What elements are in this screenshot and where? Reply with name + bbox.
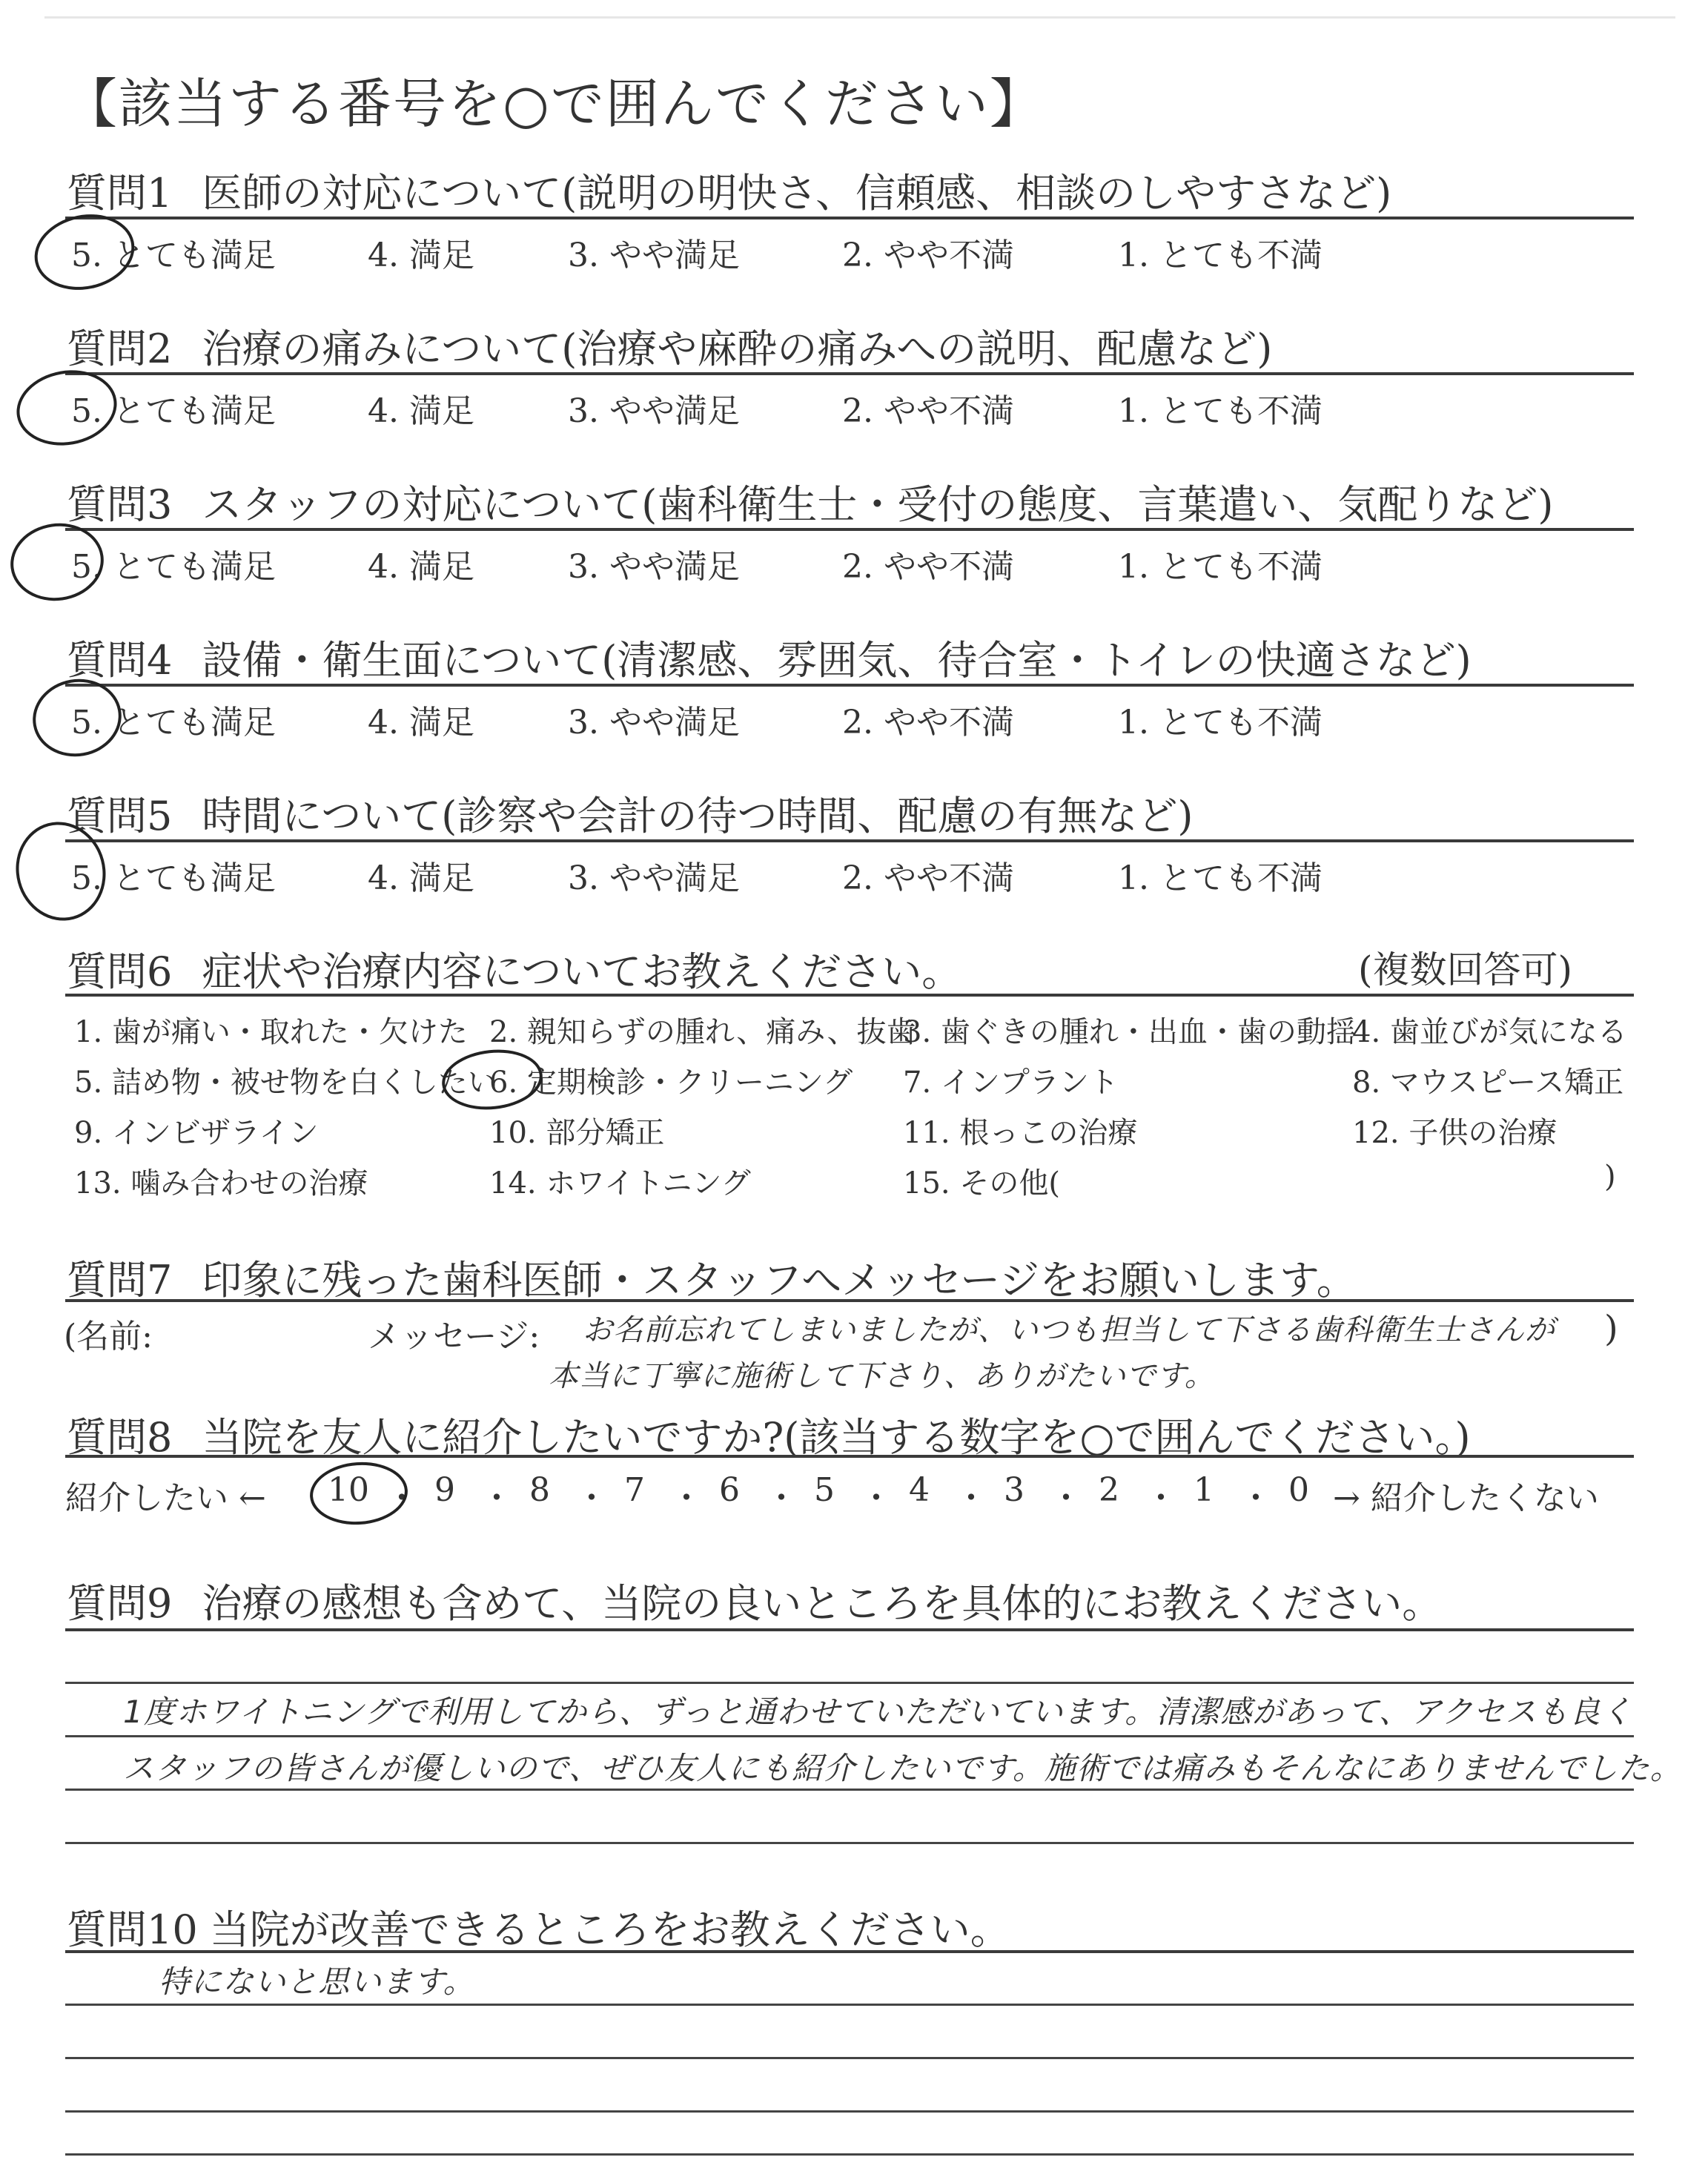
answer-line (65, 2153, 1634, 2156)
option-4[interactable]: 4. 満足 (368, 859, 474, 897)
symptom-15[interactable]: 15. その他( (903, 1166, 1060, 1200)
other-close-paren: ) (1604, 1160, 1616, 1194)
option-5[interactable]: 5. とても満足 (71, 237, 276, 274)
answer-line (65, 1842, 1634, 1844)
option-2[interactable]: 2. やや不満 (842, 237, 1014, 274)
question-title: 時間について(診察や会計の待つ時間、配慮の有無など) (202, 793, 1194, 839)
handwritten-message-line-1: お名前忘れてしまいましたが、いつも担当して下さる歯科衛生士さんが (583, 1313, 1555, 1347)
option-3[interactable]: 3. やや満足 (568, 859, 740, 897)
option-2[interactable]: 2. やや不満 (842, 859, 1014, 897)
divider (65, 217, 1634, 219)
option-5[interactable]: 5. とても満足 (71, 392, 276, 430)
symptom-11[interactable]: 11. 根っこの治療 (903, 1116, 1138, 1150)
question-1 (67, 162, 1391, 219)
question-number: 質問2 (67, 326, 173, 372)
question-6 (67, 940, 961, 997)
scale-sep: ・ (765, 1479, 798, 1517)
scale-3[interactable]: 3 (1004, 1471, 1025, 1509)
scale-sep: ・ (670, 1479, 703, 1517)
name-label: (名前: (64, 1318, 153, 1355)
scale-5[interactable]: 5 (814, 1471, 835, 1509)
hand-circle-mark (439, 1045, 546, 1114)
symptom-5[interactable]: 5. 詰め物・被せ物を白くしたい (74, 1066, 497, 1100)
scale-10[interactable]: 10 (328, 1471, 369, 1509)
question-10 (67, 1898, 1010, 1955)
question-number: 質問3 (67, 481, 173, 528)
option-1[interactable]: 1. とても不満 (1118, 548, 1323, 586)
symptom-2[interactable]: 2. 親知らずの腫れ、痛み、抜歯 (489, 1015, 916, 1049)
divider (65, 1455, 1634, 1458)
symptom-1[interactable]: 1. 歯が痛い・取れた・欠けた (74, 1015, 468, 1049)
symptom-9[interactable]: 9. インビザライン (74, 1116, 319, 1150)
symptom-3[interactable]: 3. 歯ぐきの腫れ・出血・歯の動揺 (903, 1015, 1356, 1049)
option-4[interactable]: 4. 満足 (368, 704, 474, 742)
question-number: 質問10 (67, 1906, 198, 1953)
option-4[interactable]: 4. 満足 (368, 237, 474, 274)
multiple-answers-note: (複数回答可) (1358, 948, 1573, 991)
symptom-14[interactable]: 14. ホワイトニング (489, 1166, 751, 1200)
option-1[interactable]: 1. とても不満 (1118, 237, 1323, 274)
symptom-10[interactable]: 10. 部分矯正 (489, 1116, 665, 1150)
scale-1[interactable]: 1 (1194, 1471, 1214, 1509)
handwritten-answer-line-1: 特にないと思います。 (159, 1964, 475, 2000)
answer-line (65, 1789, 1634, 1791)
question-title: 設備・衛生面について(清潔感、雰囲気、待合室・トイレの快適さなど) (202, 637, 1472, 684)
question-title: 症状や治療内容についてお教えください。 (202, 948, 962, 995)
symptom-4[interactable]: 4. 歯並びが気になる (1352, 1015, 1627, 1049)
answer-line (65, 2057, 1634, 2059)
option-4[interactable]: 4. 満足 (368, 548, 474, 586)
question-number: 質問6 (67, 948, 173, 995)
divider (65, 528, 1634, 531)
symptom-13[interactable]: 13. 噛み合わせの治療 (74, 1166, 368, 1200)
scale-sep: ・ (1145, 1479, 1177, 1517)
symptom-12[interactable]: 12. 子供の治療 (1352, 1116, 1558, 1150)
question-3 (67, 473, 1553, 530)
scale-sep: ・ (1239, 1479, 1272, 1517)
scale-0[interactable]: 0 (1288, 1471, 1309, 1509)
option-5[interactable]: 5. とても満足 (71, 548, 276, 586)
question-number: 質問9 (67, 1580, 173, 1627)
not-recommend-label: → 紹介したくない (1333, 1479, 1599, 1517)
option-2[interactable]: 2. やや不満 (842, 704, 1014, 742)
question-2 (67, 317, 1272, 374)
option-3[interactable]: 3. やや満足 (568, 704, 740, 742)
scale-sep: ・ (1050, 1479, 1082, 1517)
scale-4[interactable]: 4 (909, 1471, 930, 1509)
scale-2[interactable]: 2 (1099, 1471, 1119, 1509)
divider (65, 839, 1634, 842)
symptom-7[interactable]: 7. インプラント (903, 1066, 1119, 1100)
instruction-header: 【該当する番号を○で囲んでください】 (64, 73, 1045, 135)
option-3[interactable]: 3. やや満足 (568, 548, 740, 586)
question-title: 当院が改善できるところをお教えください。 (209, 1906, 1010, 1953)
divider (65, 1950, 1634, 1953)
question-number: 質問8 (67, 1414, 173, 1461)
question-5 (67, 785, 1193, 842)
scale-sep: ・ (860, 1479, 893, 1517)
option-1[interactable]: 1. とても不満 (1118, 704, 1323, 742)
recommend-scale (65, 1461, 1634, 1517)
option-5[interactable]: 5. とても満足 (71, 704, 276, 742)
option-3[interactable]: 3. やや満足 (568, 237, 740, 274)
option-3[interactable]: 3. やや満足 (568, 392, 740, 430)
question-number: 質問7 (67, 1257, 173, 1304)
scale-sep: ・ (385, 1479, 418, 1517)
answer-line (65, 1682, 1634, 1684)
divider (65, 684, 1634, 687)
scale-8[interactable]: 8 (529, 1471, 550, 1509)
divider (65, 1628, 1634, 1631)
question-title: 印象に残った歯科医師・スタッフへメッセージをお願いします。 (202, 1257, 1357, 1304)
symptom-8[interactable]: 8. マウスピース矯正 (1352, 1066, 1624, 1100)
recommend-label: 紹介したい ← (65, 1479, 266, 1517)
question-title: 治療の感想も含めて、当院の良いところを具体的にお教えください。 (202, 1580, 1443, 1627)
handwritten-answer-line-1: 1度ホワイトニングで利用してから、ずっと通わせていただいています。清潔感があって、アクセスも良く (123, 1694, 1633, 1730)
answer-line (65, 1735, 1634, 1737)
option-1[interactable]: 1. とても不満 (1118, 392, 1323, 430)
question-number: 質問1 (67, 170, 173, 217)
option-1[interactable]: 1. とても不満 (1118, 859, 1323, 897)
message-close-paren: ) (1604, 1308, 1618, 1350)
question-title: スタッフの対応について(歯科衛生士・受付の態度、言葉遣い、気配りなど) (202, 481, 1554, 528)
scale-sep: ・ (955, 1479, 987, 1517)
handwritten-answer-line-2: スタッフの皆さんが優しいので、ぜひ友人にも紹介したいです。施術では痛みもそんなにありませんでした。 (123, 1750, 1682, 1786)
question-7 (67, 1249, 1357, 1306)
divider (65, 994, 1634, 997)
option-2[interactable]: 2. やや不満 (842, 548, 1014, 586)
question-title: 医師の対応について(説明の明快さ、信頼感、相談のしやすさなど) (202, 170, 1392, 217)
hand-circle-mark (10, 363, 122, 453)
question-number: 質問4 (67, 637, 173, 684)
question-4 (67, 629, 1472, 686)
question-number: 質問5 (67, 793, 173, 839)
question-9 (67, 1572, 1442, 1629)
symptom-6[interactable]: 6. 定期検診・クリーニング (489, 1066, 853, 1100)
scale-6[interactable]: 6 (719, 1471, 740, 1509)
answer-line (65, 2110, 1634, 2113)
scale-7[interactable]: 7 (624, 1471, 645, 1509)
answer-line (65, 2004, 1634, 2006)
scale-sep: ・ (480, 1479, 513, 1517)
question-title: 治療の痛みについて(治療や麻酔の痛みへの説明、配慮など) (202, 326, 1273, 372)
option-4[interactable]: 4. 満足 (368, 392, 474, 430)
handwritten-message-line-2: 本当に丁寧に施術して下さり、ありがたいです。 (549, 1359, 1215, 1393)
scale-sep: ・ (575, 1479, 608, 1517)
message-label: メッセージ: (368, 1318, 540, 1355)
scale-9[interactable]: 9 (434, 1471, 455, 1509)
divider (65, 1299, 1634, 1302)
divider (65, 372, 1634, 375)
top-edge-line (44, 16, 1675, 19)
option-5[interactable]: 5. とても満足 (71, 859, 276, 897)
question-title: 当院を友人に紹介したいですか?(該当する数字を○で囲んでください。) (202, 1414, 1471, 1461)
option-2[interactable]: 2. やや不満 (842, 392, 1014, 430)
